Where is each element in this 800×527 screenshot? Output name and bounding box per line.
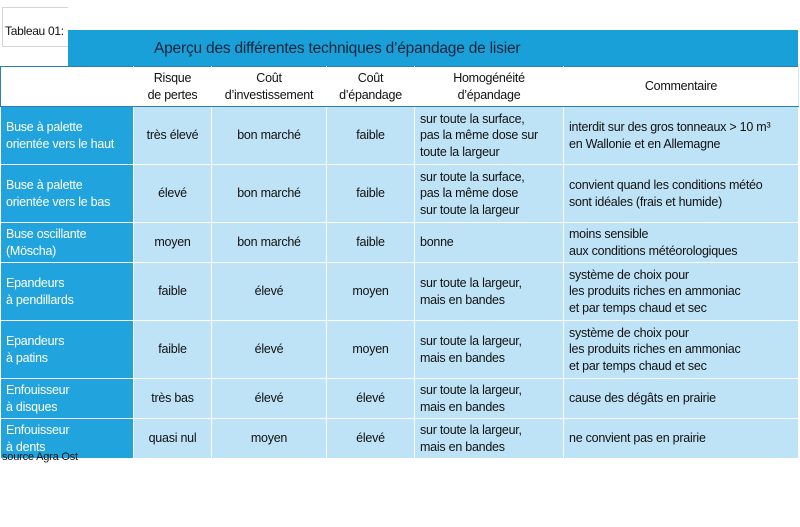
- cell-risque: faible: [134, 263, 212, 321]
- cell-cout-epandage: moyen: [327, 321, 415, 379]
- cell-cout-epandage: faible: [327, 223, 415, 263]
- cell-technique: Buse à palette orientée vers le bas: [1, 165, 134, 223]
- cell-commentaire: interdit sur des gros tonneaux > 10 m³ en Wallonie et en Allemagne: [564, 107, 799, 165]
- cell-cout-invest: bon marché: [212, 165, 327, 223]
- source-note: source Agra Ost: [2, 451, 78, 463]
- table-row: [1, 223, 799, 263]
- cell-cout-epandage: moyen: [327, 263, 415, 321]
- cell-technique: Epandeurs à patins: [1, 321, 134, 379]
- cell-risque: moyen: [134, 223, 212, 263]
- cell-risque: très élevé: [134, 107, 212, 165]
- cell-cout-invest: élevé: [212, 321, 327, 379]
- cell-risque: très bas: [134, 379, 212, 419]
- header-technique: [1, 67, 134, 107]
- cell-commentaire: cause des dégâts en prairie: [564, 379, 799, 419]
- cell-homogeneite: sur toute la largeur, mais en bandes: [415, 263, 564, 321]
- cell-risque: faible: [134, 321, 212, 379]
- header-homogeneite: Homogénéité d’épandage: [415, 67, 564, 107]
- cell-homogeneite: sur toute la largeur, mais en bandes: [415, 321, 564, 379]
- table-row: [1, 419, 799, 459]
- cell-technique: Enfouisseur à dents: [1, 419, 134, 459]
- cell-cout-invest: élevé: [212, 379, 327, 419]
- cell-cout-invest: moyen: [212, 419, 327, 459]
- table-row: [1, 107, 799, 165]
- cell-commentaire: moins sensible aux conditions météorologiques: [564, 223, 799, 263]
- cell-cout-invest: bon marché: [212, 107, 327, 165]
- cell-homogeneite: sur toute la surface, pas la même dose sur toute la largeur: [415, 165, 564, 223]
- header-cout-epandage: Coût d’épandage: [327, 67, 415, 107]
- header-cout-investissement: Coût d’investissement: [212, 67, 327, 107]
- cell-homogeneite: sur toute la largeur, mais en bandes: [415, 379, 564, 419]
- cell-technique: Enfouisseur à disques: [1, 379, 134, 419]
- cell-risque: élevé: [134, 165, 212, 223]
- cell-cout-invest: élevé: [212, 263, 327, 321]
- cell-homogeneite: bonne: [415, 223, 564, 263]
- table-row: [1, 321, 799, 379]
- cell-cout-epandage: faible: [327, 107, 415, 165]
- table-row: [1, 165, 799, 223]
- header-commentaire: Commentaire: [564, 67, 799, 107]
- cell-commentaire: convient quand les conditions météo sont idéales (frais et humide): [564, 165, 799, 223]
- table-label: Tableau 01:: [5, 24, 64, 38]
- cell-cout-invest: bon marché: [212, 223, 327, 263]
- cell-homogeneite: sur toute la surface, pas la même dose sur toute la largeur: [415, 107, 564, 165]
- cell-risque: quasi nul: [134, 419, 212, 459]
- table-title: Aperçu des différentes techniques d’épandage de lisier: [154, 40, 521, 57]
- cell-homogeneite: sur toute la largeur, mais en bandes: [415, 419, 564, 459]
- cell-commentaire: ne convient pas en prairie: [564, 419, 799, 459]
- cell-technique: Buse à palette orientée vers le haut: [1, 107, 134, 165]
- cell-commentaire: système de choix pour les produits riches en ammoniac et par temps chaud et sec: [564, 321, 799, 379]
- cell-technique: Buse oscillante (Möscha): [1, 223, 134, 263]
- spreading-techniques-table: [0, 66, 799, 459]
- cell-cout-epandage: élevé: [327, 379, 415, 419]
- table-row: [1, 379, 799, 419]
- cell-cout-epandage: faible: [327, 165, 415, 223]
- cell-technique: Epandeurs à pendillards: [1, 263, 134, 321]
- table-row: [1, 263, 799, 321]
- cell-commentaire: système de choix pour les produits riches en ammoniac et par temps chaud et sec: [564, 263, 799, 321]
- cell-cout-epandage: élevé: [327, 419, 415, 459]
- header-row: [1, 67, 799, 107]
- header-risque: Risque de pertes: [134, 67, 212, 107]
